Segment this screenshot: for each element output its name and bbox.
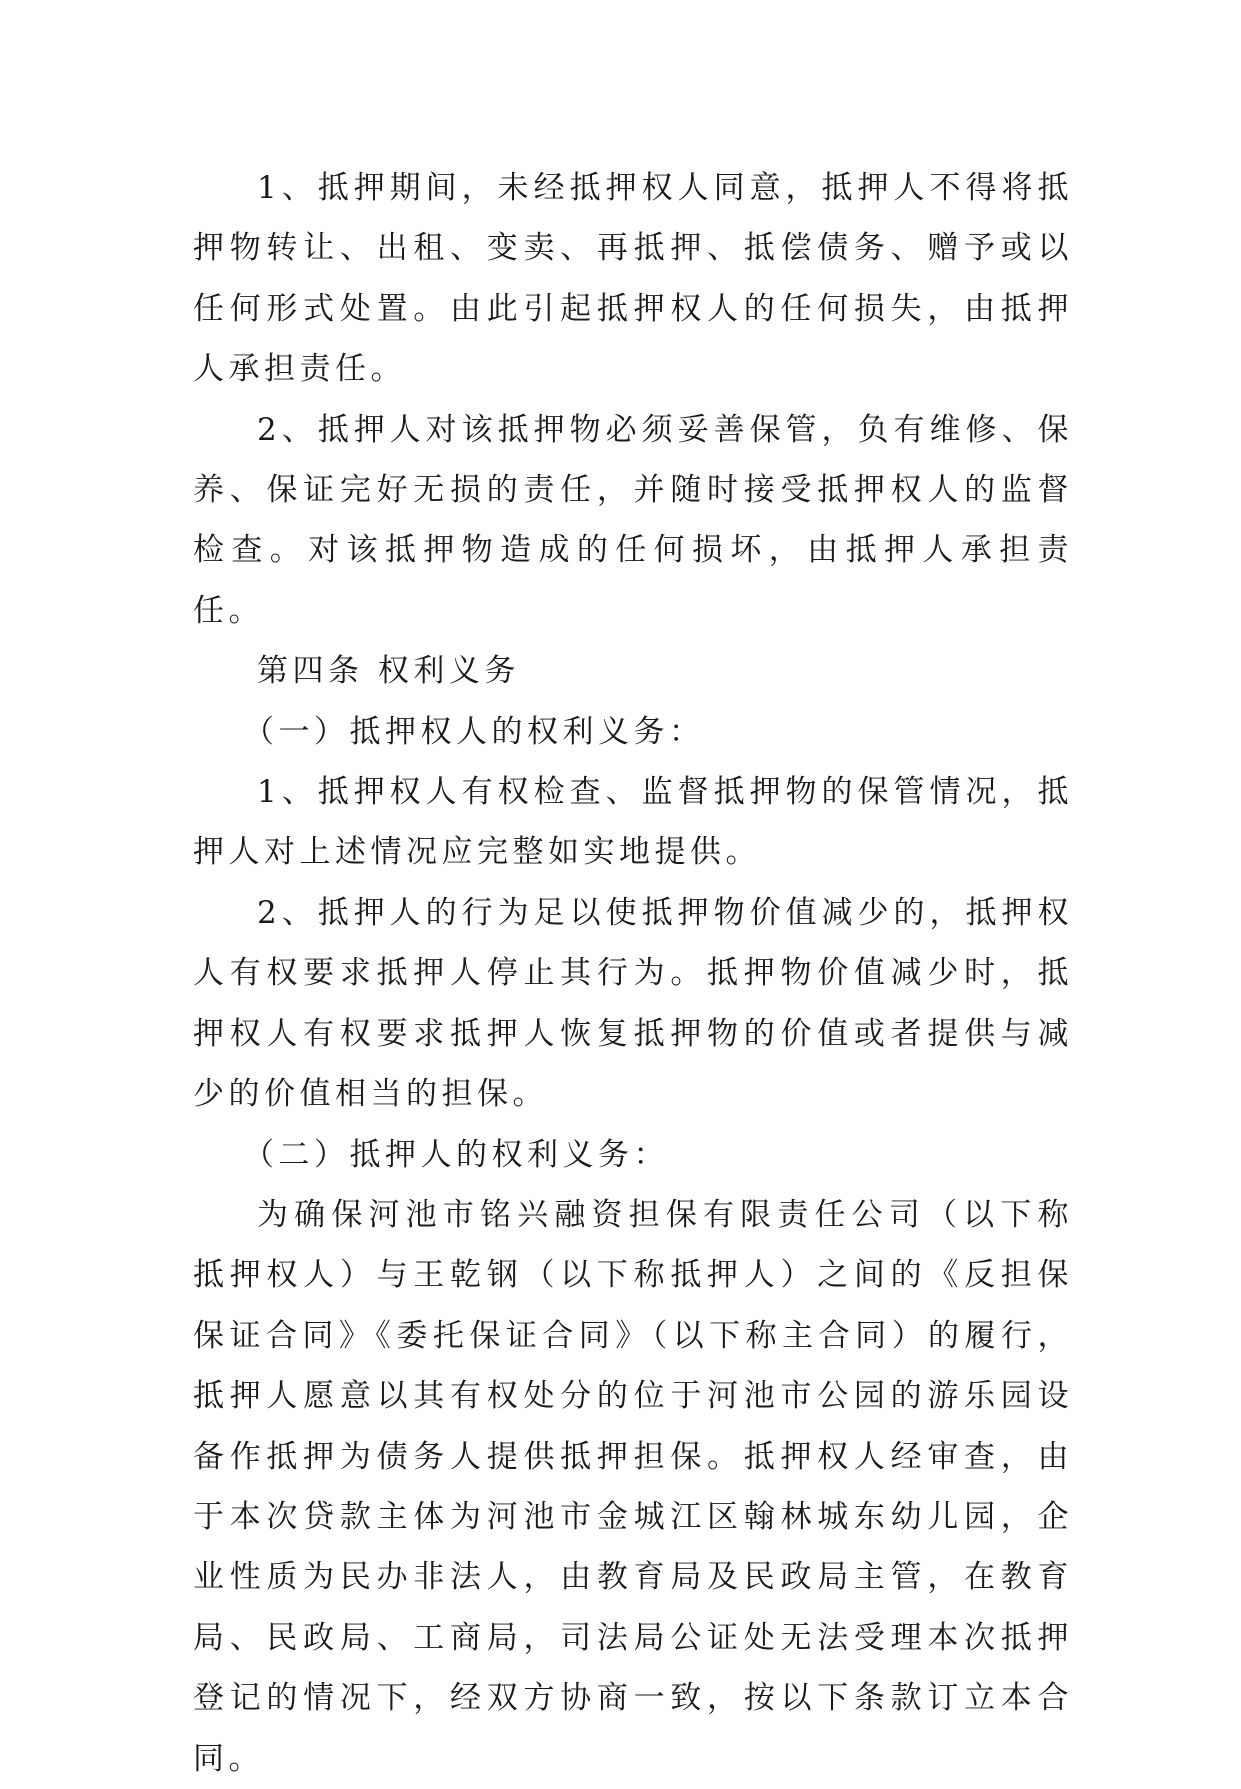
section-1-item-2: 2、抵押人的行为足以使抵押物价值减少的，抵押权人有权要求抵押人停止其行为。抵押物价值减少时，抵押权人有权要求抵押人恢复抵押物的价值或者提供与减少的价值相当的担保。: [193, 894, 1073, 1113]
clause-1-pledge-restriction: 1、抵押期间，未经抵押权人同意，抵押人不得将抵押物转让、出租、变卖、再抵押、抵偿债务、赠予或以任何形式处置。由此引起抵押权人的任何损失，由抵押人承担责任。: [193, 170, 1073, 388]
document-body: [193, 158, 1073, 1789]
section-1-item-1: 1、抵押权人有权检查、监督抵押物的保管情况，抵押人对上述情况应完整如实地提供。: [193, 774, 1073, 871]
clause-2-custody-duty: 2、抵押人对该抵押物必须妥善保管，负有维修、保养、保证完好无损的责任，并随时接受抵押权人的监督检查。对该抵押物造成的任何损坏，由抵押人承担责任。: [193, 411, 1073, 629]
section-2-heading: （二）抵押人的权利义务：: [243, 1136, 669, 1173]
section-2-body: 为确保河池市铭兴融资担保有限责任公司（以下称抵押权人）与王乾钢（以下称抵押人）之间的《反担保保证合同》《委托保证合同》（以下称主合同）的履行，抵押人愿意以其有权处分的位于河池市公园的游乐园设备作抵押为债务人提供抵押担保。抵押权人经审查，由于本次贷款主体为河池市金城江区翰林城东幼儿园，企业性质为民办非法人，由教育局及民政局主管，在教育局、民政局、工商局，司法局公证处无法受理本次抵押登记的情况下，经双方协商一致，按以下条款订立本合同。: [193, 1196, 1073, 1777]
section-1-heading: （一）抵押权人的权利义务：: [243, 713, 705, 750]
article-4-heading: 第四条 权利义务: [257, 653, 520, 690]
